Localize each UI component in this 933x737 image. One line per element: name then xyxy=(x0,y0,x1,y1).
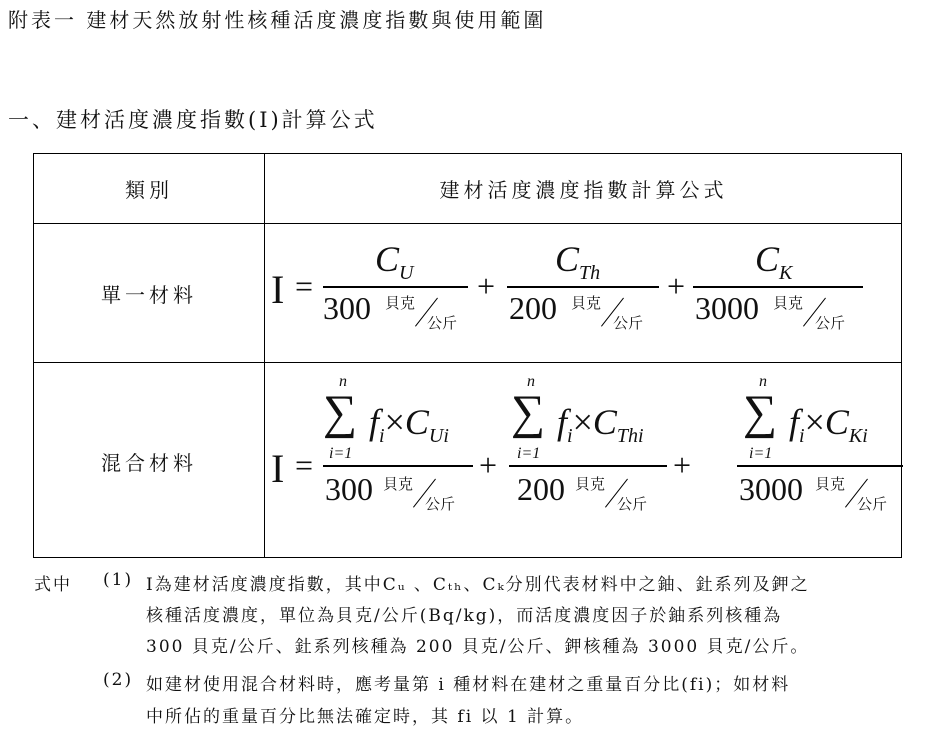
notes-label: 式中 xyxy=(34,575,72,595)
unit-kilogram: 公斤 xyxy=(613,316,644,332)
category-mixed-material: 混合材料 xyxy=(101,450,197,475)
unit-becquerel: 貝克 xyxy=(571,296,602,312)
note-2-line-2: 中所佔的重量百分比無法確定時，其 fi 以 1 計算。 xyxy=(146,707,585,727)
single-material-formula xyxy=(265,224,902,362)
document-title: 附表一 建材天然放射性核種活度濃度指數與使用範圍 xyxy=(8,8,547,32)
header-category: 類別 xyxy=(125,178,173,202)
note-1-line-2: 核種活度濃度，單位為貝克/公斤(Bq/kg)，而活度濃度因子於鈾系列核種為 xyxy=(146,606,783,626)
unit-kilogram: 公斤 xyxy=(427,316,458,332)
fraction-bar xyxy=(509,465,667,467)
unit-becquerel: 貝克 xyxy=(773,296,804,312)
note-2-number: (2) xyxy=(103,670,134,690)
denominator-value: 300 xyxy=(323,290,371,326)
plus-sign: + xyxy=(673,447,692,483)
equals-sign: = xyxy=(295,447,314,483)
mixed-material-formula xyxy=(265,363,902,559)
plus-sign: + xyxy=(477,268,496,304)
sum-lower-limit: i=1 xyxy=(329,445,353,462)
fraction-bar xyxy=(507,286,659,288)
denominator-value: 3000 xyxy=(739,471,803,507)
fraction-bar xyxy=(323,286,468,288)
fraction-bar xyxy=(323,465,473,467)
sum-lower-limit: i=1 xyxy=(749,445,773,462)
numerator-cth: $C_{Th}$ xyxy=(555,239,601,284)
fraction-bar xyxy=(693,286,863,288)
numerator-cu: $C_U$ xyxy=(375,239,414,284)
equals-sign: = xyxy=(295,268,314,304)
unit-kilogram: 公斤 xyxy=(857,497,888,513)
numerator-fi-cki: $f_i\times C_{Ki}$ xyxy=(789,402,868,447)
fraction-bar xyxy=(737,465,903,467)
sum-upper-limit: n xyxy=(339,373,347,390)
sum-upper-limit: n xyxy=(527,373,535,390)
denominator-value: 200 xyxy=(517,471,565,507)
formula-table xyxy=(33,153,902,558)
denominator-value: 200 xyxy=(509,290,557,326)
unit-becquerel: 貝克 xyxy=(385,296,416,312)
plus-sign: + xyxy=(667,268,686,304)
denominator-value: 3000 xyxy=(695,290,759,326)
header-formula: 建材活度濃度指數計算公式 xyxy=(439,178,728,202)
index-symbol: I xyxy=(271,446,285,491)
unit-becquerel: 貝克 xyxy=(383,477,414,493)
category-single-material: 單一材料 xyxy=(101,282,197,307)
denominator-value: 300 xyxy=(325,471,373,507)
unit-kilogram: 公斤 xyxy=(425,497,456,513)
unit-kilogram: 公斤 xyxy=(815,316,846,332)
sum-lower-limit: i=1 xyxy=(517,445,541,462)
unit-kilogram: 公斤 xyxy=(617,497,648,513)
unit-becquerel: 貝克 xyxy=(575,477,606,493)
sum-upper-limit: n xyxy=(759,373,767,390)
summation-icon: ∑ xyxy=(511,386,546,439)
summation-icon: ∑ xyxy=(743,386,778,439)
plus-sign: + xyxy=(479,447,498,483)
numerator-fi-cthi: $f_i\times C_{Thi}$ xyxy=(557,402,644,447)
summation-icon: ∑ xyxy=(323,386,358,439)
note-1-line-1: I為建材活度濃度指數，其中Cᵤ 、Cₜₕ、Cₖ分別代表材料中之鈾、釷系列及鉀之 xyxy=(146,575,810,595)
numerator-fi-cui: $f_i\times C_{Ui}$ xyxy=(369,402,449,447)
unit-becquerel: 貝克 xyxy=(815,477,846,493)
index-symbol: I xyxy=(271,267,285,312)
section-heading: 一、建材活度濃度指數(I)計算公式 xyxy=(8,108,378,132)
note-1-line-3: 300 貝克/公斤、釷系列核種為 200 貝克/公斤、鉀核種為 3000 貝克/公斤。 xyxy=(146,637,810,657)
numerator-ck: $C_K$ xyxy=(755,239,793,284)
note-2-line-1: 如建材使用混合材料時，應考量第 i 種材料在建材之重量百分比(fi)；如材料 xyxy=(146,675,791,695)
note-1-number: (1) xyxy=(103,570,134,590)
